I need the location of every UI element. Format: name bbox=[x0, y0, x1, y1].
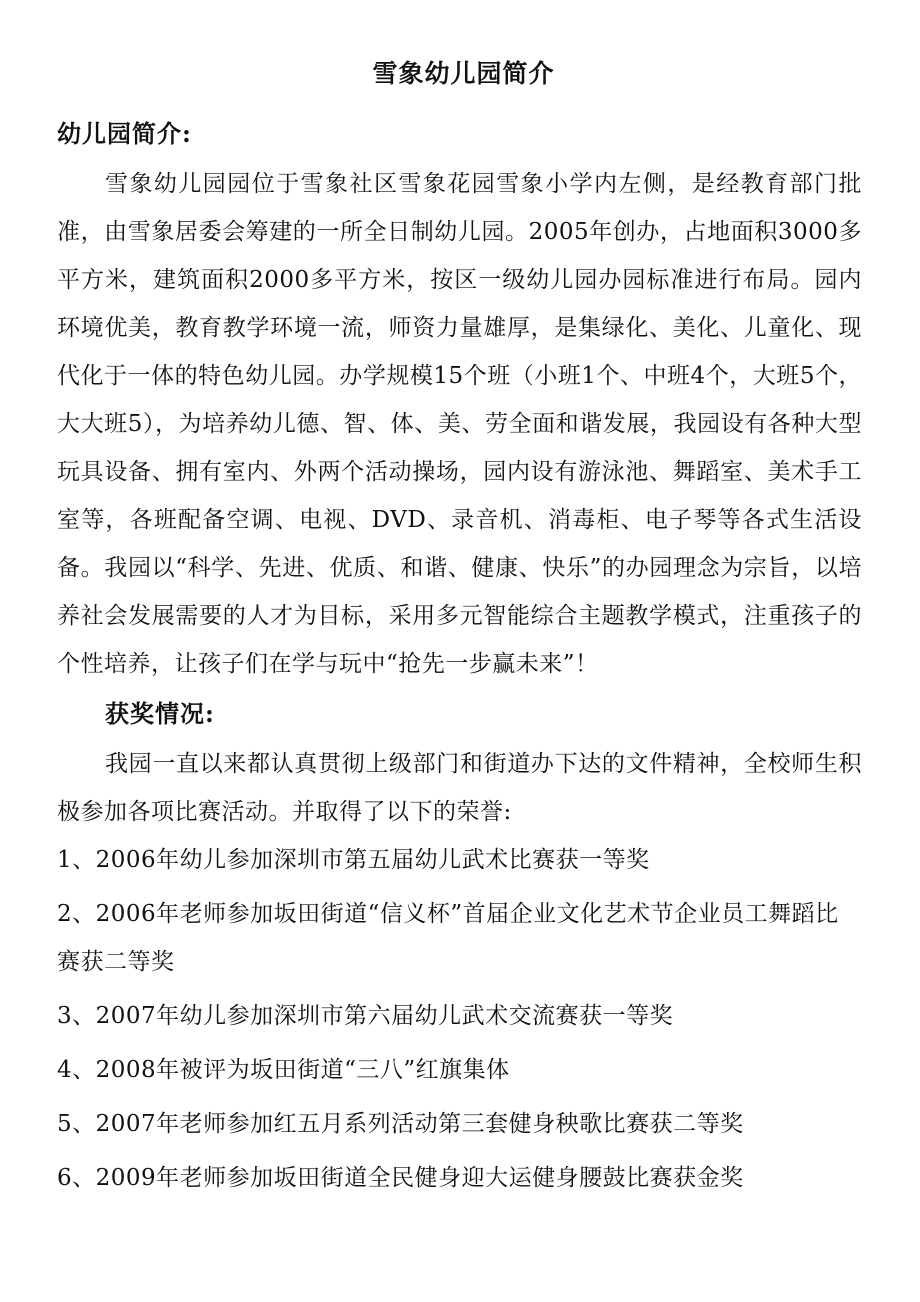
intro-paragraph: 雪象幼儿园园位于雪象社区雪象花园雪象小学内左侧，是经教育部门批准，由雪象居委会筹建的一所全日制幼儿园。2005年创办，占地面积3000多平方米，建筑面积2000多平方米，按区一级幼儿园办园标准进行布局。园内环境优美，教育教学环境一流，师资力量雄厚，是集绿化、美化、儿童化、现代化于一体的特色幼儿园。办学规模15个班（小班1个、中班4个，大班5个，大大班5），为培养幼儿德、智、体、美、劳全面和谐发展，我园设有各种大型玩具设备、拥有室内、外两个活动操场，园内设有游泳池、舞蹈室、美术手工室等，各班配备空调、电视、DVD、录音机、消毒柜、电子琴等各式生活设备。我园以“科学、先进、优质、和谐、健康、快乐”的办园理念为宗旨，以培养社会发展需要的人才为目标，采用多元智能综合主题教学模式，注重孩子的个性培养，让孩子们在学与玩中“抢先一步赢未来”！ bbox=[57, 171, 862, 677]
award-item-6: 6、2009年老师参加坂田街道全民健身迎大运健身腰鼓比赛获金奖 bbox=[57, 1165, 744, 1191]
document-title: 雪象幼儿园简介 bbox=[372, 59, 555, 88]
intro-heading: 幼儿园简介: bbox=[57, 119, 192, 148]
award-item-5: 5、2007年老师参加红五月系列活动第三套健身秧歌比赛获二等奖 bbox=[57, 1111, 744, 1137]
award-item-2: 2、2006年老师参加坂田街道“信义杯”首届企业文化艺术节企业员工舞蹈比赛获二等奖 bbox=[57, 901, 839, 975]
awards-intro-paragraph: 我园一直以来都认真贯彻上级部门和街道办下达的文件精神，全校师生积极参加各项比赛活动。并取得了以下的荣誉: bbox=[57, 751, 862, 825]
award-item-1: 1、2006年幼儿参加深圳市第五届幼儿武术比赛获一等奖 bbox=[57, 847, 650, 873]
award-item-3: 3、2007年幼儿参加深圳市第六届幼儿武术交流赛获一等奖 bbox=[57, 1003, 674, 1029]
award-item-4: 4、2008年被评为坂田街道“三八”红旗集体 bbox=[57, 1057, 510, 1083]
awards-list bbox=[57, 836, 862, 1202]
awards-heading: 获奖情况: bbox=[105, 699, 215, 728]
